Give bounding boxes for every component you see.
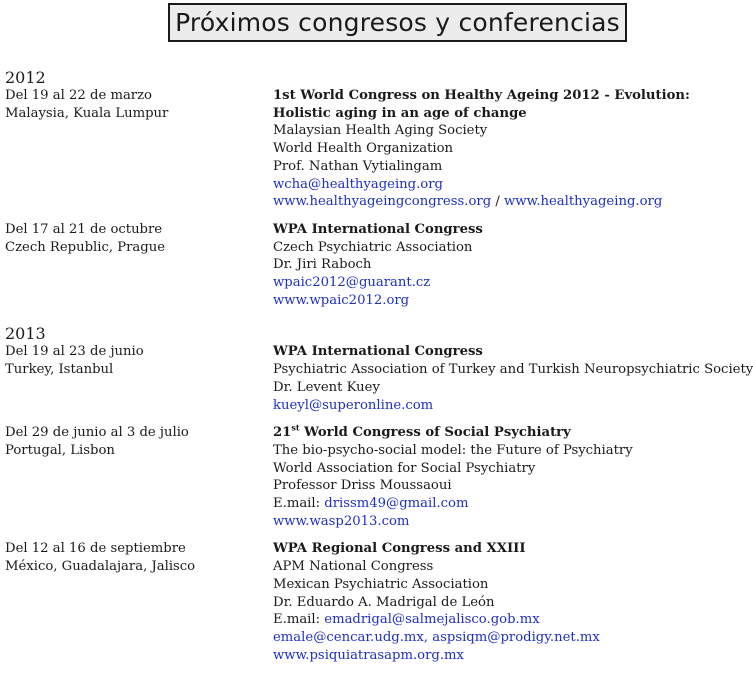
event-title: 21st World Congress of Social Psychiatry	[273, 422, 571, 441]
event-contact: Dr. Eduardo A. Madrigal de León	[273, 594, 495, 610]
email-label: E.mail:	[273, 612, 325, 628]
event-place: Malaysia, Kuala Lumpur	[5, 105, 169, 121]
page-title: Próximos congresos y conferencias	[168, 3, 627, 42]
event-email-link[interactable]: wpaic2012@guarant.cz	[273, 275, 431, 291]
event-date: Del 19 al 22 de marzo	[5, 88, 153, 103]
event-website-link[interactable]: www.psiquiatrasapm.org.mx	[273, 647, 464, 663]
event-title-cont: Holistic aging in an age of change	[273, 105, 527, 121]
event-place: México, Guadalajara, Jalisco	[5, 559, 196, 575]
event-date: Del 19 al 23 de junio	[5, 344, 144, 360]
event-wpa-prague-2012	[5, 221, 753, 310]
event-place: Turkey, Istanbul	[5, 362, 114, 378]
event-title: WPA International Congress	[273, 344, 483, 360]
event-contact: Dr. Levent Kuey	[273, 379, 380, 395]
event-healthy-ageing-2012	[5, 87, 753, 211]
event-organizer: Czech Psychiatric Association	[273, 239, 473, 255]
year-heading-2012: 2012	[5, 68, 46, 87]
event-wpa-guadalajara-2013	[5, 540, 753, 664]
event-website-link[interactable]: www.healthyageing.org	[504, 194, 663, 210]
event-organizer: Psychiatric Association of Turkey and Turkish Neuropsychiatric Society	[273, 362, 753, 378]
event-subtitle: APM National Congress	[273, 559, 434, 575]
event-title: 1st World Congress on Healthy Ageing 2012 - Evolution:	[273, 88, 690, 103]
year-heading-2013: 2013	[5, 324, 46, 344]
event-date: Del 29 de junio al 3 de julio	[5, 425, 189, 441]
event-date: Del 12 al 16 de septiembre	[5, 541, 186, 557]
event-contact: Prof. Nathan Vytialingam	[273, 158, 443, 174]
event-subtitle: The bio-psycho-social model: the Future of Psychiatry	[273, 442, 633, 458]
event-organizer: Malaysian Health Aging Society	[273, 123, 488, 139]
event-organizer: World Association for Social Psychiatry	[273, 460, 536, 476]
event-date: Del 17 al 21 de octubre	[5, 221, 163, 237]
event-email-link[interactable]: wcha@healthyageing.org	[273, 176, 443, 192]
event-email-link[interactable]: emadrigal@salmejalisco.gob.mx	[324, 612, 540, 628]
congress-list	[5, 68, 753, 664]
event-contact: Professor Driss Moussaoui	[273, 478, 452, 494]
event-place: Portugal, Lisbon	[5, 442, 115, 458]
event-website-link[interactable]: www.wasp2013.com	[273, 513, 410, 529]
email-label: E.mail:	[273, 496, 325, 512]
event-place: Czech Republic, Prague	[5, 239, 166, 255]
link-separator: /	[495, 194, 500, 210]
event-website-link[interactable]: www.wpaic2012.org	[273, 292, 410, 308]
event-organizer: World Health Organization	[273, 141, 454, 157]
event-website-link[interactable]: www.healthyageingcongress.org	[273, 194, 492, 210]
event-wasp-lisbon-2013	[5, 424, 753, 530]
event-email-link[interactable]: kueyl@superonline.com	[273, 397, 434, 413]
event-title: WPA International Congress	[273, 221, 483, 237]
event-title: WPA Regional Congress and XXIII	[273, 541, 526, 557]
event-contact: Dr. Jiri Raboch	[273, 257, 372, 273]
event-wpa-istanbul-2013	[5, 343, 753, 414]
event-email-links-extra[interactable]: emale@cencar.udg.mx, aspsiqm@prodigy.net.mx	[273, 629, 600, 645]
event-organizer: Mexican Psychiatric Association	[273, 576, 489, 592]
event-email-link[interactable]: drissm49@gmail.com	[324, 496, 469, 512]
